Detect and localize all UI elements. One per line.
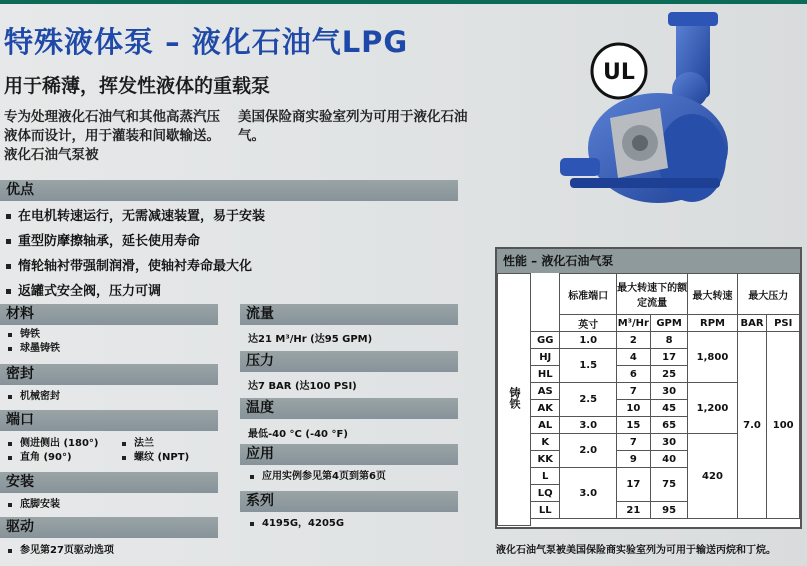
m3-cell: 7 — [616, 434, 650, 451]
material-side-label: 铸铁 — [508, 386, 521, 409]
gpm-cell: 8 — [650, 332, 688, 349]
m3-cell: 2 — [616, 332, 650, 349]
advantages-list — [4, 204, 265, 304]
gpm-cell: 65 — [650, 417, 688, 434]
series-list — [248, 517, 344, 531]
m3-cell: 9 — [616, 451, 650, 468]
size-cell: L — [531, 468, 560, 485]
size-cell: K — [531, 434, 560, 451]
m3-cell: 15 — [616, 417, 650, 434]
gpm-cell: 17 — [650, 349, 688, 366]
ul-listing-logo — [589, 41, 649, 101]
port-item: 螺纹 (NPT) — [120, 451, 189, 465]
m3-cell: 21 — [616, 502, 650, 519]
top-accent-bar — [0, 0, 807, 4]
port-cell: 3.0 — [560, 468, 616, 519]
size-cell: HL — [531, 366, 560, 383]
rpm-cell: 420 — [688, 434, 737, 519]
port-cell: 1.0 — [560, 332, 616, 349]
mounting-item: 底脚安装 — [6, 498, 60, 512]
port-cell: 3.0 — [560, 417, 616, 434]
pressure-value: 达7 BAR (达100 PSI) — [248, 381, 357, 392]
port-cell: 1.5 — [560, 349, 616, 383]
port-item: 直角 (90°) — [6, 451, 99, 465]
mounting-heading: 安装 — [0, 472, 218, 493]
size-cell: LL — [531, 502, 560, 519]
m3-cell: 17 — [616, 468, 650, 502]
pump-illustration — [540, 8, 750, 208]
seal-list — [6, 390, 60, 404]
advantage-item: 重型防摩擦轴承，延长使用寿命 — [4, 229, 265, 254]
rpm-cell: 1,800 — [688, 332, 737, 383]
application-item: 应用实例参见第4页到第6页 — [248, 470, 386, 484]
gpm-cell: 30 — [650, 383, 688, 400]
advantages-heading: 优点 — [0, 180, 458, 201]
header-flow-unit-m3: M³/Hr — [616, 315, 650, 332]
gpm-cell: 25 — [650, 366, 688, 383]
header-port-unit: 英寸 — [560, 315, 616, 332]
gpm-cell: 40 — [650, 451, 688, 468]
m3-cell: 6 — [616, 366, 650, 383]
drive-list — [6, 544, 114, 558]
header-bar-unit: BAR — [737, 315, 767, 332]
gpm-cell: 30 — [650, 434, 688, 451]
performance-table — [495, 247, 802, 529]
size-cell: AL — [531, 417, 560, 434]
svg-text:UL: UL — [603, 60, 635, 85]
table-title: 性能 – 液化石油气泵 — [497, 249, 800, 273]
ports-list-left — [6, 437, 99, 465]
port-cell: 2.0 — [560, 434, 616, 468]
psi-cell: 100 — [767, 332, 800, 519]
application-list — [248, 470, 386, 484]
header-rpm-unit: RPM — [688, 315, 737, 332]
ports-list-right — [120, 437, 189, 465]
flow-value: 达21 M³/Hr (达95 GPM) — [248, 334, 373, 345]
size-cell: KK — [531, 451, 560, 468]
rpm-cell: 1,200 — [688, 383, 737, 434]
gpm-cell: 45 — [650, 400, 688, 417]
drive-item: 参见第27页驱动选项 — [6, 544, 114, 558]
m3-cell: 7 — [616, 383, 650, 400]
header-pressure-title: 最大压力 — [737, 274, 799, 315]
size-cell: LQ — [531, 485, 560, 502]
size-cell: HJ — [531, 349, 560, 366]
intro-text-right: 美国保险商实验室列为可用于液化石油气。 — [238, 109, 468, 144]
header-flow-unit-gpm: GPM — [650, 315, 688, 332]
temperature-value: 最低-40 °C (-40 °F) — [248, 429, 348, 440]
page-title: 特殊液体泵 – 液化石油气LPG — [4, 25, 409, 59]
gpm-cell: 75 — [650, 468, 688, 502]
header-port-title: 标准端口 — [560, 274, 616, 315]
header-psi-unit: PSI — [767, 315, 800, 332]
material-side-label-cell — [498, 274, 531, 526]
size-cell: AS — [531, 383, 560, 400]
port-cell: 2.5 — [560, 383, 616, 417]
material-item: 铸铁 — [6, 328, 60, 342]
size-cell: GG — [531, 332, 560, 349]
advantage-item: 惰轮轴衬带强制润滑，使轴衬寿命最大化 — [4, 254, 265, 279]
materials-list — [6, 328, 60, 356]
intro-text-left: 专为处理液化石油气和其他高蒸汽压液体而设计，用于灌装和间歇输送。液化石油气泵被 — [4, 109, 220, 163]
temperature-heading: 温度 — [240, 398, 458, 419]
seal-heading: 密封 — [0, 364, 218, 385]
header-rpm-title: 最大转速 — [688, 274, 737, 315]
port-item: 侧进侧出 (180°) — [6, 437, 99, 451]
header-flow-title: 最大转速下的额定流量 — [616, 274, 687, 315]
size-cell: AK — [531, 400, 560, 417]
material-item: 球墨铸铁 — [6, 342, 60, 356]
pressure-heading: 压力 — [240, 351, 458, 372]
performance-grid — [497, 273, 800, 526]
port-item: 法兰 — [120, 437, 189, 451]
gpm-cell: 95 — [650, 502, 688, 519]
drive-heading: 驱动 — [0, 517, 218, 538]
series-item: 4195G，4205G — [248, 517, 344, 531]
application-heading: 应用 — [240, 444, 458, 465]
m3-cell: 4 — [616, 349, 650, 366]
page-subtitle: 用于稀薄，挥发性液体的重载泵 — [4, 75, 271, 97]
m3-cell: 10 — [616, 400, 650, 417]
series-heading: 系列 — [240, 491, 458, 512]
bar-cell: 7.0 — [737, 332, 767, 519]
mounting-list — [6, 498, 60, 512]
advantage-item: 在电机转速运行，无需减速装置，易于安装 — [4, 204, 265, 229]
advantage-item: 返罐式安全阀，压力可调 — [4, 279, 265, 304]
ports-heading: 端口 — [0, 410, 218, 431]
seal-item: 机械密封 — [6, 390, 60, 404]
flow-heading: 流量 — [240, 304, 458, 325]
table-caption: 液化石油气泵被美国保险商实验室列为可用于输送丙烷和丁烷。 — [496, 545, 776, 556]
materials-heading: 材料 — [0, 304, 218, 325]
